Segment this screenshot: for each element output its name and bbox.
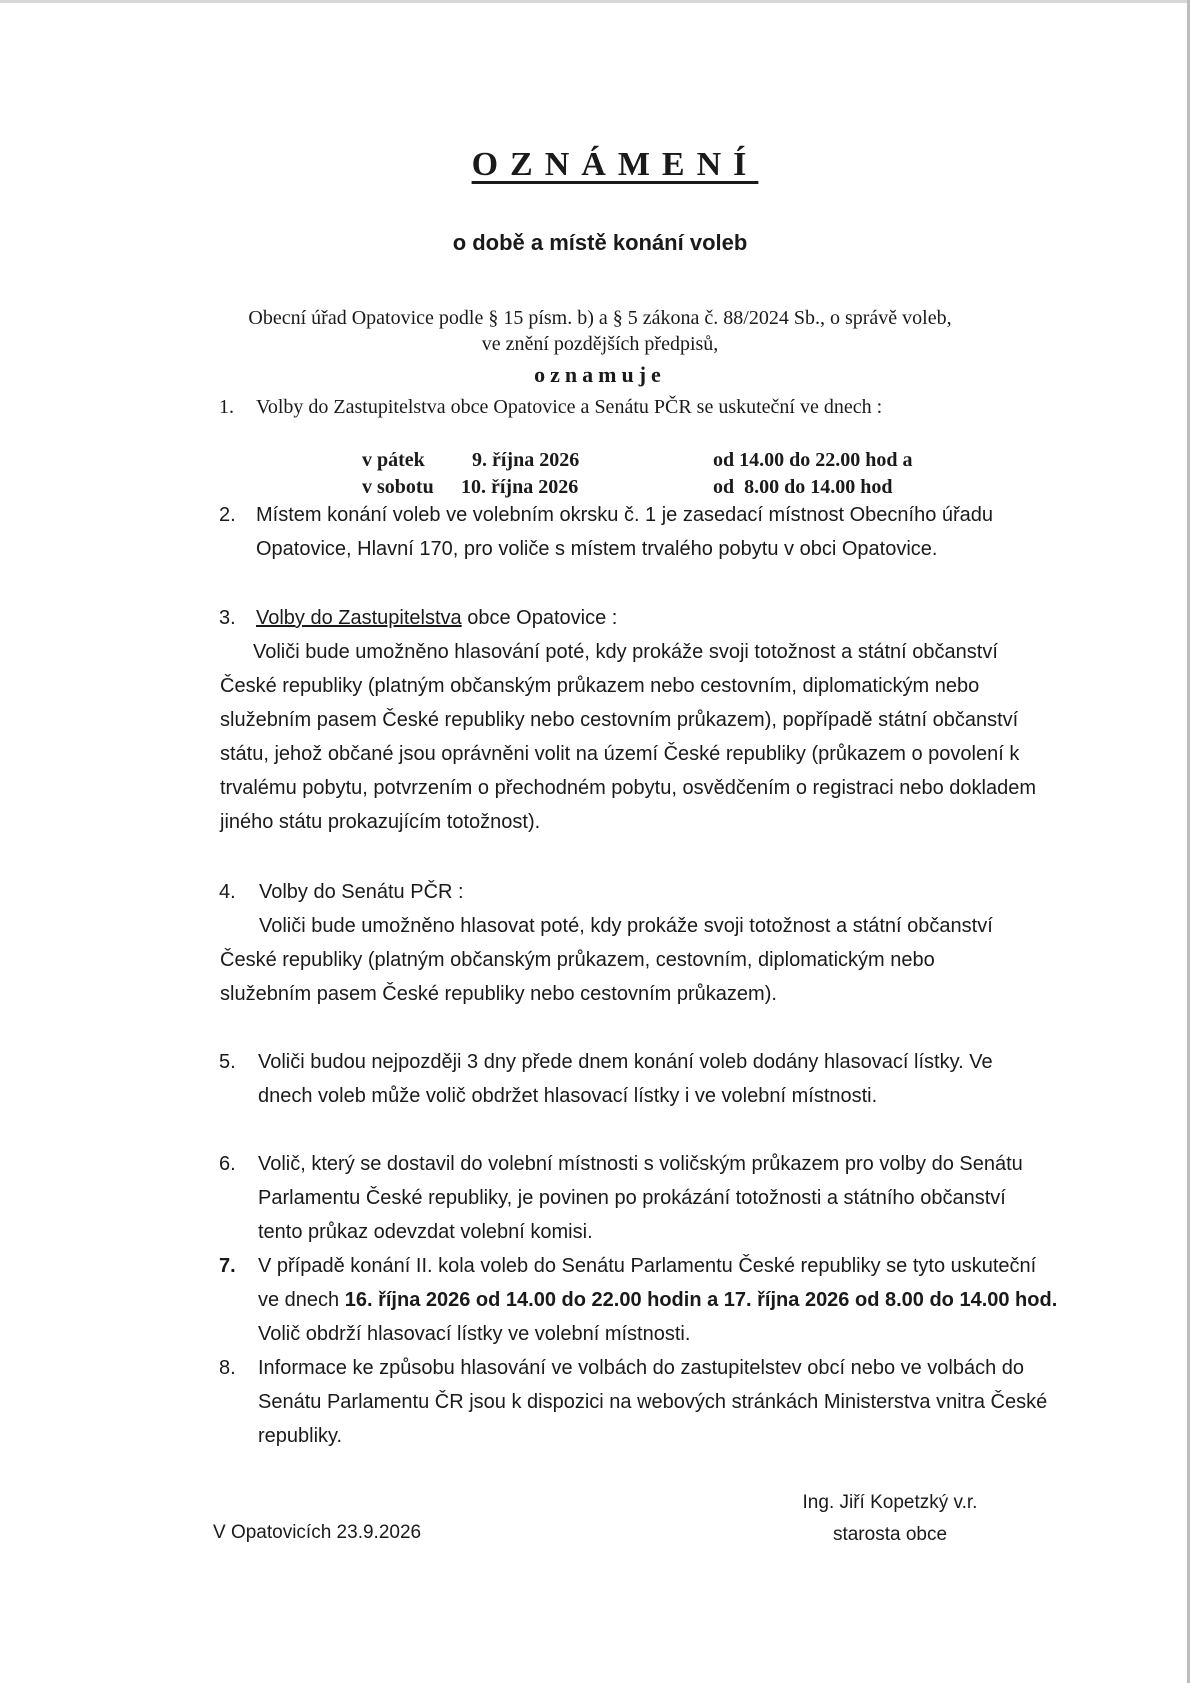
- schedule-day-2: v sobotu: [362, 476, 434, 498]
- item-heading-3: [256, 601, 1056, 635]
- item-number-4: 4.: [219, 881, 236, 903]
- item-number-3: 3.: [219, 607, 236, 629]
- item-number-8: 8.: [219, 1357, 236, 1379]
- item-number-6: 6.: [219, 1153, 236, 1175]
- item-text-5: Voliči budou nejpozději 3 dny přede dnem konání voleb dodány hlasovací lístky. Ve dnech voleb může volič obdržet hlasovací lístky i ve volební místnosti.: [258, 1051, 993, 1107]
- item-text-2: Místem konání voleb ve volebním okrsku č. 1 je zasedací místnost Obecního úřadu Opatovice, Hlavní 170, pro voliče s místem trvalého pobytu v obci Opatovice.: [256, 504, 994, 560]
- item-number-1: 1.: [219, 396, 234, 418]
- item-number-2: 2.: [219, 504, 236, 526]
- schedule-date-2: 10. října 2026: [461, 476, 579, 498]
- item-text-6: Volič, který se dostavil do volební místnosti s voličským průkazem pro volby do Senátu Parlamentu České republiky, je povinen po prokázání totožnosti a státního občanství tento průkaz odevzdat volební komisi.: [258, 1153, 1023, 1243]
- signatory-role: starosta obce: [832, 1524, 948, 1545]
- item-heading-4: Volby do Senátu PČR :: [259, 881, 464, 903]
- item-text-1: Volby do Zastupitelstva obce Opatovice a Senátu PČR se uskuteční ve dnech :: [256, 396, 883, 418]
- page-edge-top: [0, 0, 1190, 3]
- schedule-time-2: od 8.00 do 14.00 hod: [713, 476, 893, 498]
- item-text-7-intro: V případě konání II. kola voleb do Senátu Parlamentu České republiky se tyto uskuteční ve dnech: [258, 1255, 1037, 1311]
- schedule-date-1: 9. října 2026: [472, 449, 580, 471]
- signatory-name: Ing. Jiří Kopetzký v.r.: [802, 1492, 978, 1513]
- intro-line-1: Obecní úřad Opatovice podle § 15 písm. b) a § 5 zákona č. 88/2024 Sb., o správě voleb,: [248, 307, 952, 329]
- item-body-3: Voliči bude umožněno hlasování poté, kdy prokáže svoji totožnost a státní občanství České republiky (platným občanským průkazem nebo cestovním, diplomatickým nebo služebním pasem České republiky nebo cestovním průkazem), popřípadě státní občanství státu, jehož občané jsou oprávněni volit na území České republiky (průkazem o povolení k trvalému pobytu, potvrzením o přechodném pobytu, osvědčením o registraci nebo dokladem jiného státu prokazujícím totožnost).: [220, 641, 1036, 833]
- item-heading-3-rest: obce Opatovice :: [461, 607, 618, 629]
- item-body-4: Voliči bude umožněno hlasovat poté, kdy prokáže svoji totožnost a státní občanství České republiky (platným občanským průkazem, cestovním, diplomatickým nebo služebním pasem České republiky nebo cestovním průkazem).: [220, 915, 993, 1005]
- intro-line-2: ve znění pozdějších předpisů,: [481, 333, 719, 355]
- place-and-date: V Opatovicích 23.9.2026: [213, 1522, 422, 1543]
- document-title: OZNÁMENÍ: [471, 146, 759, 183]
- item-number-7: 7.: [219, 1255, 236, 1277]
- item-heading-3-underlined: Volby do Zastupitelstva: [256, 607, 462, 629]
- document-subtitle: o době a místě konání voleb: [452, 230, 748, 255]
- item-text-7-dates: 16. října 2026 od 14.00 do 22.00 hodin a 17. října 2026 od 8.00 do 14.00 hod.: [344, 1289, 1058, 1311]
- item-text-7-outro: Volič obdrží hlasovací lístky ve volební místnosti.: [258, 1323, 691, 1345]
- item-text-7: [258, 1249, 1058, 1351]
- item-text-8: Informace ke způsobu hlasování ve volbách do zastupitelstev obcí nebo ve volbách do Senátu Parlamentu ČR jsou k dispozici na webových stránkách Ministerstva vnitra České republiky.: [258, 1357, 1048, 1447]
- intro-paragraph: [150, 305, 1050, 357]
- schedule-time-1: od 14.00 do 22.00 hod a: [713, 449, 913, 471]
- announces-word: oznamuje: [534, 362, 666, 387]
- signature-block: [770, 1487, 1010, 1551]
- item-number-5: 5.: [219, 1051, 236, 1073]
- schedule-day-1: v pátek: [362, 449, 425, 471]
